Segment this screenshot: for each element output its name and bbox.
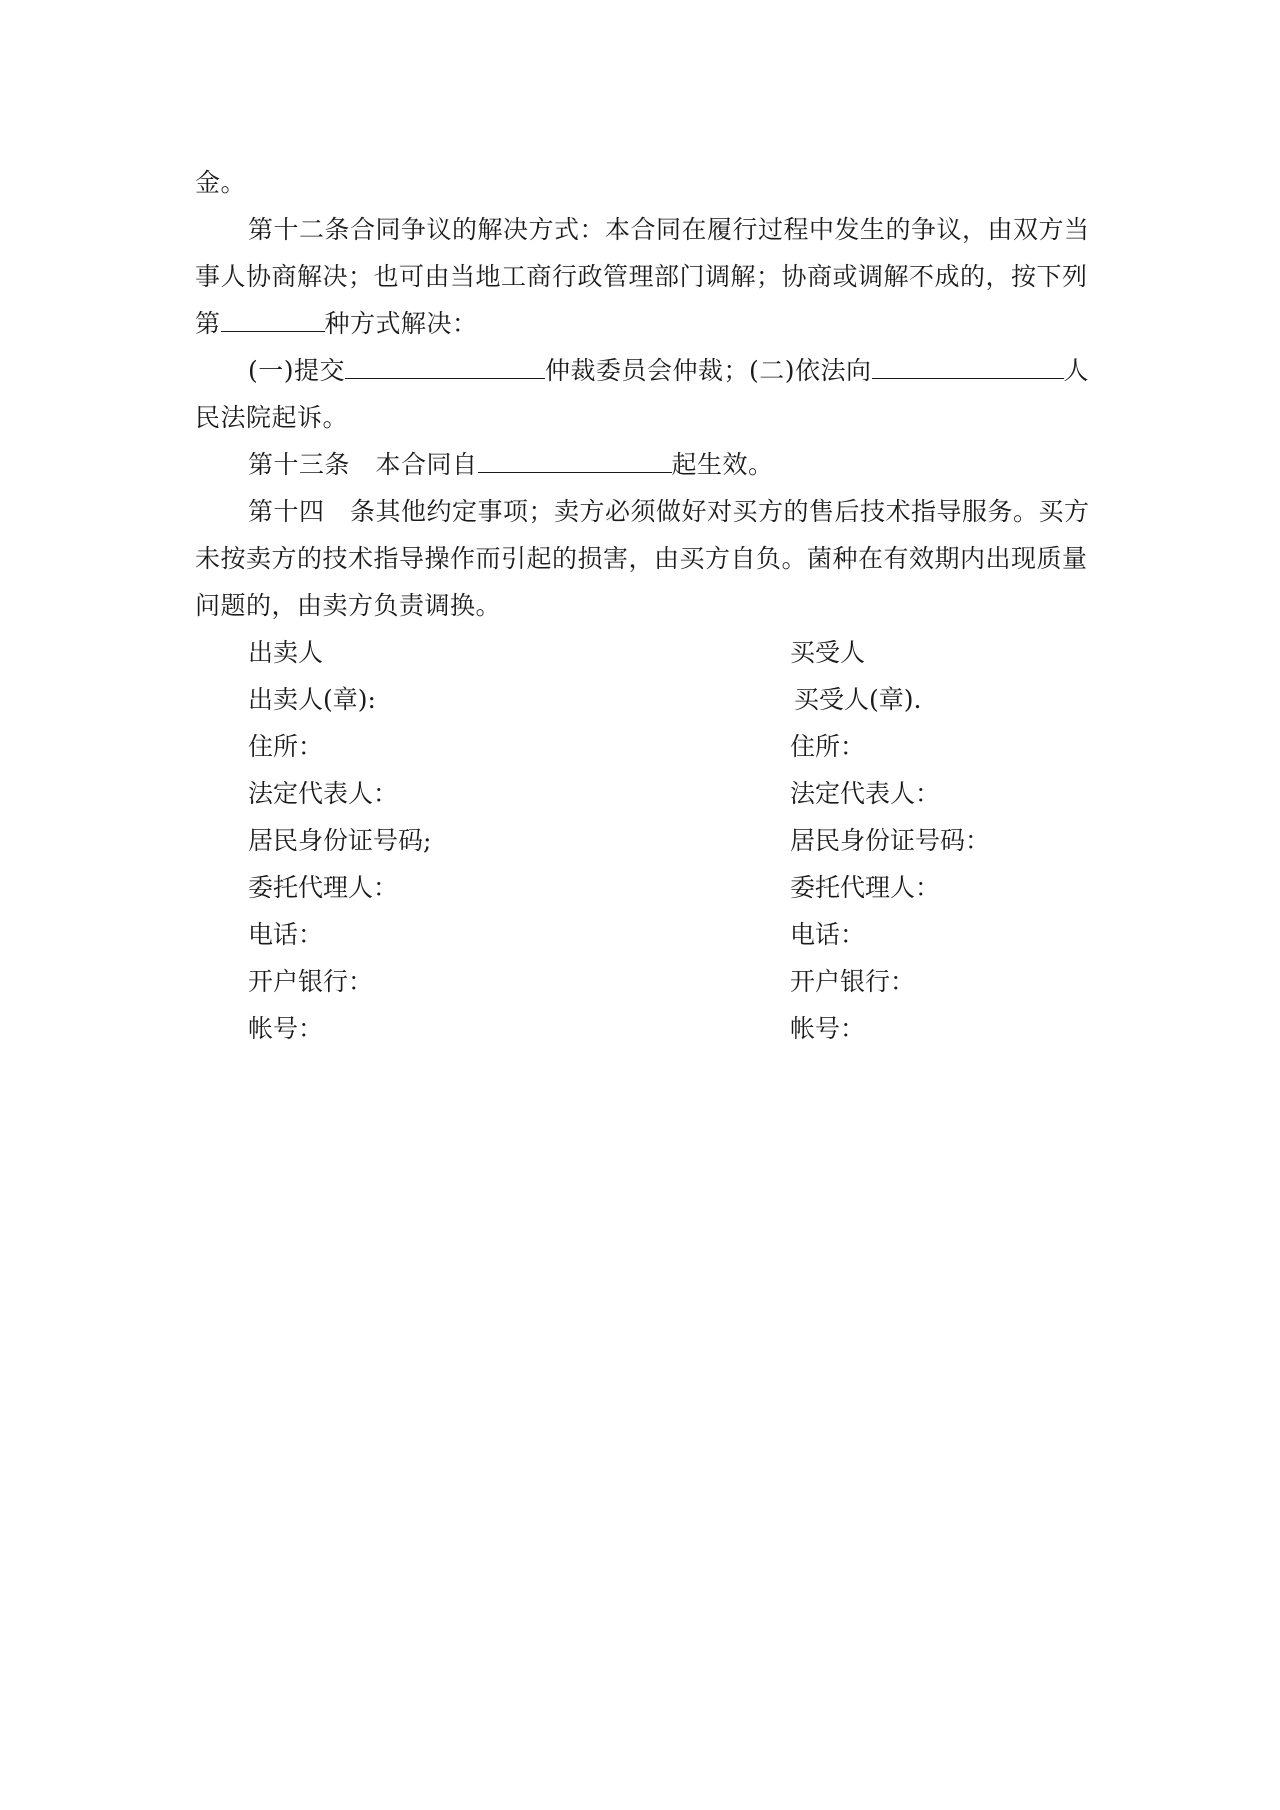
paragraph-text: 起生效。 bbox=[671, 450, 774, 479]
paragraph-text: 人 bbox=[1063, 356, 1090, 385]
seller-title: 出卖人 bbox=[248, 638, 324, 667]
dispute-options-line-1 bbox=[248, 354, 1089, 388]
buyer-bank: 开户银行： bbox=[790, 967, 916, 996]
fill-blank-effective-date[interactable] bbox=[478, 450, 672, 473]
buyer-seal: 买受人(章). bbox=[794, 685, 922, 714]
article-14-line-2 bbox=[195, 542, 1088, 576]
paragraph-text: 金。 bbox=[195, 168, 247, 197]
seller-agent: 委托代理人： bbox=[248, 873, 399, 902]
paragraph-text: 第十四 条其他约定事项；卖方必须做好对买方的售后技术指导服务。买方 bbox=[248, 497, 1090, 526]
buyer-agent: 委托代理人： bbox=[790, 873, 941, 902]
fill-blank-method[interactable] bbox=[221, 309, 325, 332]
paragraph-text: 第 bbox=[195, 309, 221, 338]
seller-legal-rep: 法定代表人： bbox=[248, 779, 399, 808]
buyer-legal-rep: 法定代表人： bbox=[790, 779, 941, 808]
article-12-line-1 bbox=[248, 213, 1090, 247]
paragraph-text: (一)提交 bbox=[248, 356, 346, 385]
paragraph-text: 第十三条 本合同自 bbox=[248, 450, 478, 479]
article-14-line-3 bbox=[195, 589, 501, 623]
paragraph-text: 事人协商解决；也可由当地工商行政管理部门调解；协商或调解不成的，按下列 bbox=[195, 262, 1088, 291]
fill-blank-court[interactable] bbox=[872, 356, 1064, 379]
paragraph-text: 第十二条合同争议的解决方式：本合同在履行过程中发生的争议，由双方当 bbox=[248, 215, 1090, 244]
buyer-address: 住所： bbox=[790, 732, 866, 761]
seller-phone: 电话： bbox=[248, 920, 324, 949]
seller-id-number: 居民身份证号码; bbox=[248, 826, 432, 855]
paragraph-text: 仲裁委员会仲裁；(二)依法向 bbox=[545, 356, 872, 385]
seller-address: 住所： bbox=[248, 732, 324, 761]
paragraph-text: 问题的，由卖方负责调换。 bbox=[195, 591, 502, 620]
article-12-line-2 bbox=[195, 260, 1088, 294]
text-line bbox=[195, 166, 246, 200]
seller-account: 帐号： bbox=[248, 1014, 324, 1043]
buyer-phone: 电话： bbox=[790, 920, 866, 949]
article-12-line-3 bbox=[195, 307, 478, 341]
buyer-account: 帐号： bbox=[790, 1014, 866, 1043]
article-14-line-1 bbox=[248, 495, 1090, 529]
paragraph-text: 未按卖方的技术指导操作而引起的损害，由买方自负。菌种在有效期内出现质量 bbox=[195, 544, 1088, 573]
article-13-line bbox=[248, 448, 774, 482]
buyer-title: 买受人 bbox=[790, 638, 866, 667]
paragraph-text: 种方式解决： bbox=[324, 309, 478, 338]
dispute-options-line-2 bbox=[195, 401, 348, 435]
paragraph-text: 民法院起诉。 bbox=[195, 403, 349, 432]
seller-seal: 出卖人(章): bbox=[248, 685, 376, 714]
buyer-id-number: 居民身份证号码： bbox=[790, 826, 991, 855]
fill-blank-arbitration[interactable] bbox=[345, 356, 545, 379]
seller-bank: 开户银行： bbox=[248, 967, 374, 996]
